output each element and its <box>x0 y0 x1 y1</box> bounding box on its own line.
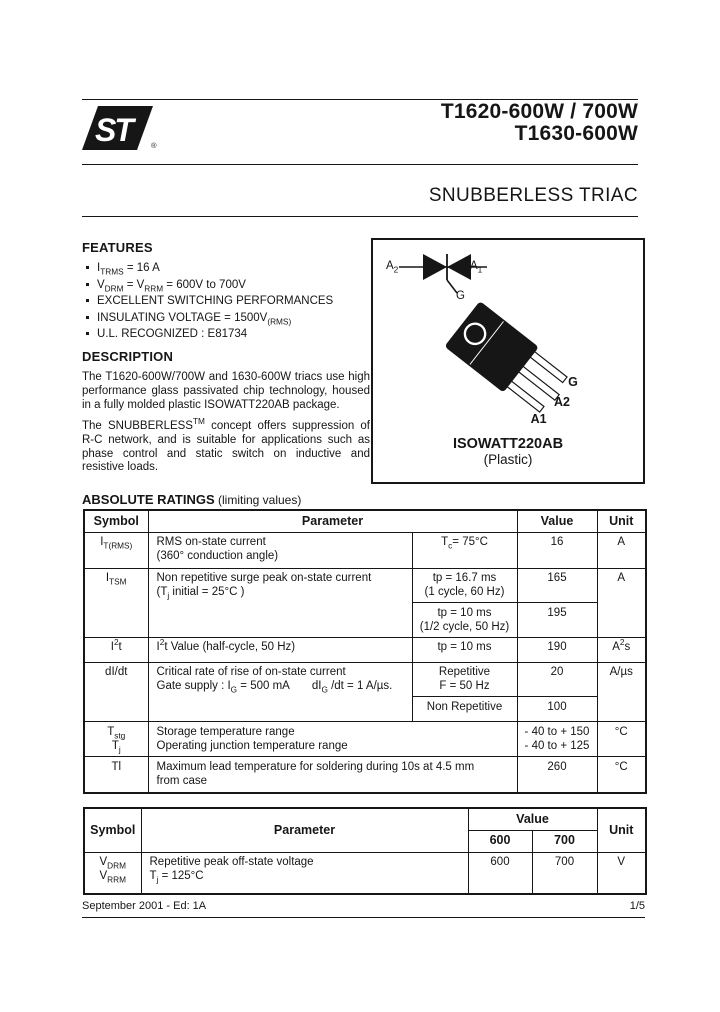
table-row <box>84 662 646 697</box>
description-paragraph: The T1620-600W/700W and 1630-600W triacs use high performance glass passivated chip technology, housed in a fully molded plastic ISOWATT220AB package. <box>82 371 370 411</box>
condition-line: (1 cycle, 60 Hz) <box>424 586 505 599</box>
cell-condition: Non Repetitive <box>412 697 517 722</box>
symbol-label-a2: $A_2$ <box>386 260 399 275</box>
cell-condition <box>412 662 517 697</box>
cell-value: 190 <box>517 637 597 662</box>
st-logo-shape <box>82 105 154 152</box>
package-name: ISOWATT220AB <box>452 436 564 452</box>
symbol-label-g: G <box>456 290 465 302</box>
cell-unit: A <box>597 568 646 637</box>
parameter-line: Critical rate of rise of on-state current <box>156 666 346 678</box>
parameter-line: Non repetitive surge peak on-state current <box>156 572 372 584</box>
condition-line: Repetitive <box>438 666 491 678</box>
cell-parameter <box>148 757 517 793</box>
table-header-row <box>84 808 646 830</box>
table-row <box>84 722 646 757</box>
pin-label-a2: A2 <box>554 395 570 410</box>
table-header-row <box>84 510 646 532</box>
pin-label-a1: A1 <box>530 412 547 427</box>
feature-item <box>86 279 370 291</box>
cell-value: 20 <box>517 662 597 697</box>
cell-symbol <box>84 722 148 757</box>
value-line: - 40 to + 150 <box>524 725 590 738</box>
cell-value-700: 700 <box>532 852 597 894</box>
cell-symbol: $I_{TSM}$ <box>84 568 148 637</box>
cell-parameter <box>148 568 412 637</box>
package-figure <box>371 238 645 484</box>
parameter-line: RMS on-state current <box>156 536 266 548</box>
voltage-table <box>83 807 647 895</box>
parameter-line: from case <box>156 774 207 787</box>
features-section <box>82 240 370 345</box>
parameter-line: Repetitive peak off-state voltage <box>149 856 314 868</box>
symbol-line: $V_{DRM}$ <box>99 856 126 871</box>
cell-condition: tp = 10 ms <box>412 637 517 662</box>
cell-symbol <box>84 852 141 894</box>
parameter-line: ($T_j$ initial = 25°C ) <box>156 586 245 601</box>
parameter-line: Operating junction temperature range <box>156 739 348 752</box>
cell-value: 195 <box>517 603 597 638</box>
bullet-icon <box>86 316 89 319</box>
cell-parameter <box>141 852 468 894</box>
cell-value-600: 600 <box>468 852 532 894</box>
header-rule-mid <box>82 164 638 165</box>
parameter-line: Maximum lead temperature for soldering during 10s at 4.5 mm <box>156 760 475 773</box>
table-row <box>84 757 646 793</box>
condition-line: tp = 16.7 ms <box>432 572 497 584</box>
feature-text: $V_{DRM} = V_{RRM} = 600V$ to 700V <box>97 278 246 293</box>
feature-text: $I_{TRMS} = 16$ A <box>97 262 160 277</box>
footer-date-edition: September 2001 - Ed: 1A <box>82 900 207 912</box>
bullet-icon <box>86 332 89 335</box>
col-header-value: Value <box>468 808 597 830</box>
col-header-700: 700 <box>532 830 597 852</box>
package-caption <box>373 436 643 467</box>
footer-page-number: 1/5 <box>629 900 645 912</box>
cell-value <box>517 722 597 757</box>
cell-condition <box>412 603 517 638</box>
cell-unit: °C <box>597 722 646 757</box>
page-title <box>441 101 638 145</box>
bullet-icon <box>86 283 89 286</box>
header-rule-bottom <box>82 216 638 217</box>
features-list <box>82 262 370 340</box>
description-section <box>82 349 370 475</box>
cell-parameter <box>148 532 412 568</box>
feature-item <box>86 262 370 277</box>
col-header-parameter: Parameter <box>141 808 468 852</box>
package-material: (Plastic) <box>483 452 533 467</box>
ratings-title-note: (limiting values) <box>218 493 302 507</box>
col-header-unit: Unit <box>597 510 646 532</box>
col-header-600: 600 <box>468 830 532 852</box>
col-header-symbol: Symbol <box>84 510 148 532</box>
feature-text: EXCELLENT SWITCHING PERFORMANCES <box>97 295 334 308</box>
cell-condition: $T_c= 75^\circ C$ <box>412 532 517 568</box>
symbol-label-a1: $A_1$ <box>470 260 483 275</box>
cell-symbol: $I_{T(RMS)}$ <box>84 532 148 568</box>
feature-text: U.L. RECOGNIZED : E81734 <box>97 328 248 341</box>
cell-parameter <box>148 662 412 722</box>
col-header-parameter: Parameter <box>148 510 517 532</box>
parameter-line: Storage temperature range <box>156 725 295 738</box>
col-header-symbol: Symbol <box>84 808 141 852</box>
pin-label-g: G <box>568 374 578 389</box>
condition-line: (1/2 cycle, 50 Hz) <box>419 620 510 633</box>
footer-rule <box>82 917 645 918</box>
cell-value: 16 <box>517 532 597 568</box>
feature-item <box>86 311 370 327</box>
cell-parameter <box>148 722 517 757</box>
condition-line: tp = 10 ms <box>437 606 492 619</box>
svg-text:ST: ST <box>95 112 132 148</box>
cell-unit: A <box>597 532 646 568</box>
symbol-line: $T_{stg}$ <box>107 725 126 740</box>
col-header-unit: Unit <box>597 808 646 852</box>
table-row <box>84 568 646 603</box>
features-heading: FEATURES <box>82 240 153 255</box>
cell-parameter: $I^2t$ Value (half-cycle, 50 Hz) <box>148 637 412 662</box>
symbol-line: $V_{RRM}$ <box>99 870 126 885</box>
title-line1: T1620-600W / 700W <box>440 100 638 123</box>
ratings-table <box>83 509 647 794</box>
parameter-line: Gate supply : $I_G = 500$ mA $dI_G$ /dt = 1 A/µs. <box>156 680 393 695</box>
parameter-line: (360° conduction angle) <box>156 550 279 563</box>
cell-value: 260 <box>517 757 597 793</box>
cell-unit: A/µs <box>597 662 646 722</box>
cell-symbol: $I^2t$ <box>84 637 148 662</box>
cell-condition <box>412 568 517 603</box>
table-row <box>84 852 646 894</box>
feature-item <box>86 295 370 307</box>
symbol-line: $T_j$ <box>111 739 121 755</box>
page-subtitle: SNUBBERLESS TRIAC <box>428 185 638 206</box>
cell-symbol: dI/dt <box>84 662 148 722</box>
cell-symbol: Tl <box>84 757 148 793</box>
cell-value: 165 <box>517 568 597 603</box>
cell-unit: °C <box>597 757 646 793</box>
parameter-line: $T_j = 125^\circ C$ <box>149 870 204 885</box>
cell-value: 100 <box>517 697 597 722</box>
title-line2: T1630-600W <box>514 122 638 145</box>
ratings-title-main: ABSOLUTE RATINGS <box>82 492 215 507</box>
cell-unit: V <box>597 852 646 894</box>
st-logo <box>82 105 154 157</box>
col-header-value: Value <box>517 510 597 532</box>
table-row <box>84 637 646 662</box>
value-line: - 40 to + 125 <box>524 739 590 752</box>
cell-unit: $A^2s$ <box>597 637 646 662</box>
description-paragraph: The SNUBBERLESS™ concept offers suppression of R-C network, and is suitable for applications such as phase control and static switch on inductive and resistive loads. <box>82 416 370 474</box>
feature-item <box>86 328 370 340</box>
bullet-icon <box>86 299 89 302</box>
ratings-title <box>82 492 301 507</box>
description-heading: DESCRIPTION <box>82 349 174 364</box>
package-drawing <box>423 300 598 435</box>
condition-line: F = 50 Hz <box>439 680 490 693</box>
registered-mark: ® <box>151 141 157 150</box>
feature-text: INSULATING VOLTAGE = $1500V_{(RMS)}$ <box>97 311 292 327</box>
bullet-icon <box>86 266 89 269</box>
table-row <box>84 532 646 568</box>
